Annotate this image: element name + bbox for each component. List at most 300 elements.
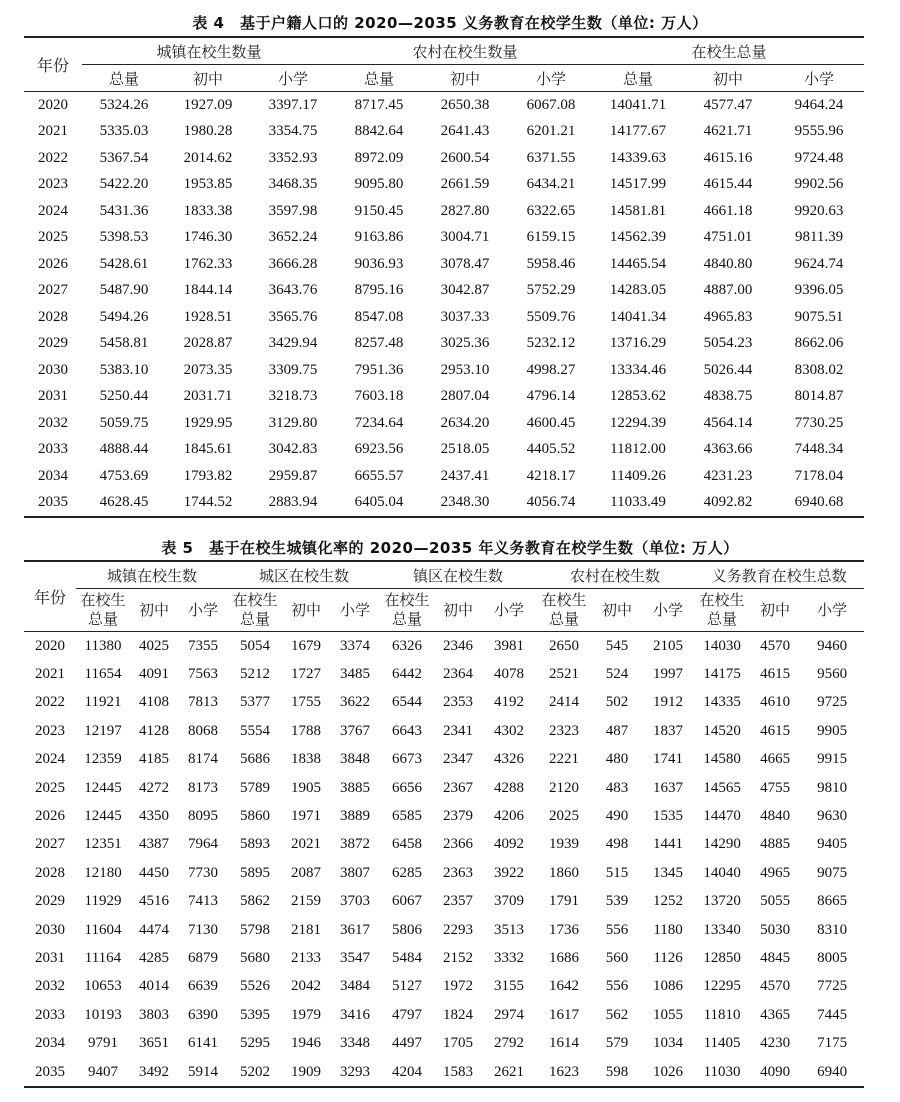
value-cell: 4204 — [380, 1058, 434, 1087]
value-cell: 598 — [592, 1058, 642, 1087]
table-row — [24, 802, 864, 830]
value-cell: 1845.61 — [183, 441, 233, 458]
value-cell: 3709 — [494, 893, 525, 910]
value-cell: 1929.95 — [183, 414, 233, 431]
value-cell: 9163.86 — [354, 229, 404, 246]
value-cell: 4078 — [494, 666, 525, 683]
value-cell: 8014.87 — [794, 388, 844, 405]
value-cell: 4661.18 — [703, 202, 753, 219]
value-cell: 7448.34 — [794, 441, 844, 458]
value-cell: 6067 — [392, 893, 423, 910]
value-cell: 1946 — [291, 1035, 322, 1052]
value-cell: 1026 — [642, 1058, 694, 1087]
year-cell: 2032 — [38, 414, 68, 431]
value-cell: 4516 — [139, 893, 169, 910]
value-cell: 2025 — [549, 808, 580, 825]
value-cell: 5686 — [240, 751, 271, 768]
value-cell: 12295 — [703, 978, 741, 995]
value-cell: 10193 — [84, 1006, 122, 1023]
value-cell: 4965.83 — [703, 308, 753, 325]
value-cell: 8842.64 — [354, 123, 404, 140]
value-cell: 9150.45 — [354, 202, 404, 219]
value-cell: 9036.93 — [354, 255, 404, 272]
table4-subcol: 小学 — [774, 65, 864, 92]
value-cell: 7413 — [188, 893, 218, 910]
subcol-line1: 在校生 — [384, 591, 430, 609]
value-cell: 8174 — [188, 751, 218, 768]
value-cell: 3218.73 — [268, 388, 318, 405]
value-cell: 1928.51 — [183, 308, 233, 325]
table-row — [24, 632, 864, 661]
year-cell: 2024 — [38, 202, 68, 219]
value-cell: 5383.10 — [99, 361, 149, 378]
value-cell: 1912 — [653, 694, 684, 711]
value-cell: 9405 — [817, 836, 848, 853]
value-cell: 9915 — [817, 751, 848, 768]
year-cell: 2029 — [38, 335, 68, 352]
value-cell: 7355 — [188, 637, 218, 654]
value-cell: 2827.80 — [440, 202, 490, 219]
value-cell: 2414 — [549, 694, 580, 711]
year-cell: 2022 — [38, 149, 68, 166]
value-cell: 2883.94 — [250, 490, 336, 518]
value-cell: 9095.80 — [354, 176, 404, 193]
value-cell: 2159 — [291, 893, 322, 910]
value-cell: 4610 — [760, 694, 791, 711]
value-cell: 5202 — [228, 1058, 282, 1087]
value-cell: 5054 — [240, 637, 271, 654]
value-cell: 7730.25 — [794, 414, 844, 431]
year-cell: 2024 — [35, 751, 65, 768]
value-cell: 1746.30 — [183, 229, 233, 246]
value-cell: 2650.38 — [440, 96, 490, 113]
value-cell: 1623 — [536, 1058, 592, 1087]
value-cell: 3922 — [494, 864, 525, 881]
value-cell: 5398.53 — [99, 229, 149, 246]
table4-subcol: 初中 — [422, 65, 508, 92]
value-cell: 2621 — [482, 1058, 536, 1087]
value-cell: 9724.48 — [794, 149, 844, 166]
value-cell: 2042 — [291, 978, 322, 995]
value-cell: 5232.12 — [526, 335, 576, 352]
value-cell: 14040 — [703, 864, 741, 881]
value-cell: 5422.20 — [99, 176, 149, 193]
table5-subcol — [228, 589, 282, 632]
value-cell: 11380 — [84, 637, 122, 654]
table4-subcol: 小学 — [508, 65, 594, 92]
value-cell: 480 — [605, 751, 629, 768]
value-cell: 1086 — [653, 978, 684, 995]
table5-body — [24, 632, 864, 1088]
value-cell: 7563 — [188, 666, 218, 683]
value-cell: 3492 — [130, 1058, 178, 1087]
value-cell: 6544 — [392, 694, 423, 711]
table5-subcol: 初中 — [434, 589, 482, 632]
value-cell: 8257.48 — [354, 335, 404, 352]
value-cell: 560 — [605, 949, 629, 966]
value-cell: 5127 — [392, 978, 423, 995]
table5-subcol — [694, 589, 750, 632]
table-row — [24, 973, 864, 1001]
year-cell: 2030 — [35, 921, 65, 938]
value-cell: 2073.35 — [183, 361, 233, 378]
year-cell: 2022 — [35, 694, 65, 711]
value-cell: 14517.99 — [609, 176, 667, 193]
value-cell: 556 — [605, 978, 629, 995]
value-cell: 12445 — [84, 808, 122, 825]
value-cell: 6940 — [800, 1058, 864, 1087]
year-cell: 2035 — [24, 490, 82, 518]
table5-subcol: 初中 — [130, 589, 178, 632]
value-cell: 9920.63 — [794, 202, 844, 219]
value-cell: 5509.76 — [526, 308, 576, 325]
value-cell: 4998.27 — [526, 361, 576, 378]
value-cell: 5806 — [392, 921, 423, 938]
value-cell: 5893 — [240, 836, 271, 853]
value-cell: 13716.29 — [609, 335, 667, 352]
value-cell: 3078.47 — [440, 255, 490, 272]
value-cell: 5055 — [760, 893, 791, 910]
value-cell: 3309.75 — [268, 361, 318, 378]
table5-subcol — [380, 589, 434, 632]
value-cell: 5030 — [760, 921, 791, 938]
value-cell: 1755 — [291, 694, 322, 711]
value-cell: 8308.02 — [794, 361, 844, 378]
table-row — [24, 1029, 864, 1057]
value-cell: 1971 — [291, 808, 322, 825]
table5-group-total: 义务教育在校生总数 — [694, 561, 864, 589]
value-cell: 4218.17 — [526, 467, 576, 484]
value-cell: 1837 — [653, 722, 684, 739]
table-row — [24, 410, 864, 437]
value-cell: 3484 — [340, 978, 371, 995]
value-cell: 9725 — [817, 694, 848, 711]
value-cell: 14465.54 — [609, 255, 667, 272]
value-cell: 5895 — [240, 864, 271, 881]
value-cell: 5250.44 — [99, 388, 149, 405]
value-cell: 1997 — [653, 666, 684, 683]
value-cell: 5860 — [240, 808, 271, 825]
value-cell: 1905 — [291, 779, 322, 796]
value-cell: 4092.82 — [682, 490, 774, 518]
value-cell: 4615 — [760, 722, 791, 739]
value-cell: 3889 — [340, 808, 371, 825]
value-cell: 6322.65 — [526, 202, 576, 219]
table4-subcol: 小学 — [250, 65, 336, 92]
value-cell: 4497 — [392, 1035, 423, 1052]
year-cell: 2031 — [38, 388, 68, 405]
value-cell: 3885 — [340, 779, 371, 796]
year-cell: 2027 — [38, 282, 68, 299]
value-cell: 3468.35 — [268, 176, 318, 193]
value-cell: 1686 — [549, 949, 580, 966]
value-cell: 8005 — [817, 949, 848, 966]
value-cell: 3617 — [340, 921, 371, 938]
value-cell: 3348 — [340, 1035, 371, 1052]
value-cell: 6285 — [392, 864, 423, 881]
value-cell: 5367.54 — [99, 149, 149, 166]
value-cell: 1838 — [291, 751, 322, 768]
table4-subcol: 总量 — [82, 65, 166, 92]
value-cell: 12351 — [84, 836, 122, 853]
value-cell: 9905 — [817, 722, 848, 739]
subcol-line2: 总量 — [549, 610, 580, 628]
value-cell: 14290 — [703, 836, 741, 853]
value-cell: 6879 — [188, 949, 218, 966]
value-cell: 14335 — [703, 694, 741, 711]
year-cell: 2035 — [24, 1058, 76, 1087]
value-cell: 1791 — [549, 893, 580, 910]
value-cell: 11921 — [84, 694, 122, 711]
value-cell: 2641.43 — [440, 123, 490, 140]
value-cell: 8795.16 — [354, 282, 404, 299]
value-cell: 4230 — [760, 1035, 791, 1052]
value-cell: 2133 — [291, 949, 322, 966]
table-row — [24, 145, 864, 172]
value-cell: 3037.33 — [440, 308, 490, 325]
value-cell: 8547.08 — [354, 308, 404, 325]
value-cell: 2364 — [443, 666, 474, 683]
value-cell: 6405.04 — [336, 490, 422, 518]
value-cell: 3807 — [340, 864, 371, 881]
value-cell: 9464.24 — [794, 96, 844, 113]
value-cell: 14283.05 — [609, 282, 667, 299]
value-cell: 3354.75 — [268, 123, 318, 140]
value-cell: 2028.87 — [183, 335, 233, 352]
value-cell: 11409.26 — [610, 467, 666, 484]
value-cell: 4231.23 — [703, 467, 753, 484]
value-cell: 556 — [605, 921, 629, 938]
value-cell: 11033.49 — [594, 490, 682, 518]
value-cell: 3397.17 — [268, 96, 318, 113]
value-cell: 9407 — [76, 1058, 130, 1087]
value-cell: 1679 — [291, 637, 322, 654]
value-cell: 545 — [605, 637, 629, 654]
value-cell: 4796.14 — [526, 388, 576, 405]
value-cell: 8662.06 — [794, 335, 844, 352]
value-cell: 2221 — [549, 751, 580, 768]
value-cell: 6458 — [392, 836, 423, 853]
value-cell: 1705 — [443, 1035, 474, 1052]
table5-subcol: 小学 — [178, 589, 228, 632]
value-cell: 4288 — [494, 779, 525, 796]
value-cell: 1617 — [549, 1006, 580, 1023]
value-cell: 1345 — [653, 864, 684, 881]
value-cell: 2634.20 — [440, 414, 490, 431]
value-cell: 4797 — [392, 1006, 423, 1023]
value-cell: 490 — [605, 808, 629, 825]
value-cell: 4014 — [139, 978, 169, 995]
value-cell: 5862 — [240, 893, 271, 910]
value-cell: 2437.41 — [440, 467, 490, 484]
value-cell: 7130 — [188, 921, 218, 938]
value-cell: 2181 — [291, 921, 322, 938]
value-cell: 1793.82 — [183, 467, 233, 484]
table-row — [24, 357, 864, 384]
value-cell: 3332 — [494, 949, 525, 966]
value-cell: 4965 — [760, 864, 791, 881]
table5-year-header: 年份 — [24, 561, 76, 632]
year-cell: 2027 — [35, 836, 65, 853]
value-cell: 6442 — [392, 666, 423, 683]
subcol-line1: 在校生 — [541, 591, 587, 609]
value-cell: 4845 — [760, 949, 791, 966]
value-cell: 2367 — [443, 779, 474, 796]
value-cell: 2379 — [443, 808, 474, 825]
value-cell: 4285 — [139, 949, 169, 966]
value-cell: 8972.09 — [354, 149, 404, 166]
table4-group-urban: 城镇在校生数量 — [82, 37, 336, 65]
value-cell: 4755 — [760, 779, 791, 796]
value-cell: 4621.71 — [703, 123, 753, 140]
value-cell: 2341 — [443, 722, 474, 739]
value-cell: 3513 — [494, 921, 525, 938]
value-cell: 539 — [605, 893, 629, 910]
value-cell: 4108 — [139, 694, 169, 711]
value-cell: 1180 — [653, 921, 683, 938]
value-cell: 3803 — [139, 1006, 169, 1023]
table-row — [24, 717, 864, 745]
year-cell: 2020 — [38, 96, 68, 113]
value-cell: 1939 — [549, 836, 580, 853]
value-cell: 1535 — [653, 808, 684, 825]
value-cell: 4090 — [750, 1058, 800, 1087]
table-row — [24, 172, 864, 199]
value-cell: 2600.54 — [440, 149, 490, 166]
value-cell: 4363.66 — [703, 441, 753, 458]
value-cell: 6585 — [392, 808, 423, 825]
year-cell: 2020 — [35, 637, 65, 654]
value-cell: 7813 — [188, 694, 218, 711]
value-cell: 14562.39 — [609, 229, 667, 246]
value-cell: 9460 — [817, 637, 848, 654]
value-cell: 2152 — [443, 949, 474, 966]
year-cell: 2028 — [35, 864, 65, 881]
table4-body — [24, 92, 864, 518]
value-cell: 2353 — [443, 694, 474, 711]
table5-subcol — [536, 589, 592, 632]
table5-subcol: 小学 — [642, 589, 694, 632]
subcol-line2: 总量 — [707, 610, 738, 628]
value-cell: 1126 — [653, 949, 683, 966]
year-cell: 2032 — [35, 978, 65, 995]
value-cell: 2953.10 — [440, 361, 490, 378]
table-row — [24, 437, 864, 464]
value-cell: 1909 — [282, 1058, 330, 1087]
value-cell: 2031.71 — [183, 388, 233, 405]
table-row — [24, 774, 864, 802]
value-cell: 14177.67 — [609, 123, 667, 140]
value-cell: 502 — [605, 694, 629, 711]
value-cell: 4564.14 — [703, 414, 753, 431]
value-cell: 7725 — [817, 978, 848, 995]
value-cell: 9075 — [817, 864, 848, 881]
value-cell: 1744.52 — [166, 490, 250, 518]
table-row — [24, 304, 864, 331]
table4-subcol: 初中 — [166, 65, 250, 92]
value-cell: 2792 — [494, 1035, 525, 1052]
value-cell: 2518.05 — [440, 441, 490, 458]
value-cell: 6326 — [392, 637, 423, 654]
subcol-line2: 总量 — [87, 610, 118, 628]
value-cell: 11812.00 — [610, 441, 666, 458]
value-cell: 4206 — [494, 808, 525, 825]
value-cell: 12180 — [84, 864, 122, 881]
value-cell: 3767 — [340, 722, 371, 739]
value-cell: 2014.62 — [183, 149, 233, 166]
value-cell: 1252 — [653, 893, 684, 910]
value-cell: 4751.01 — [703, 229, 753, 246]
value-cell: 9811.39 — [794, 229, 844, 246]
year-cell: 2028 — [38, 308, 68, 325]
year-cell: 2023 — [38, 176, 68, 193]
value-cell: 6643 — [392, 722, 423, 739]
value-cell: 14041.71 — [609, 96, 667, 113]
value-cell: 7951.36 — [354, 361, 404, 378]
value-cell: 1979 — [291, 1006, 322, 1023]
value-cell: 1844.14 — [183, 282, 233, 299]
value-cell: 3565.76 — [268, 308, 318, 325]
value-cell: 9396.05 — [794, 282, 844, 299]
value-cell: 2348.30 — [422, 490, 508, 518]
value-cell: 487 — [605, 722, 629, 739]
value-cell: 13720 — [703, 893, 741, 910]
value-cell: 5494.26 — [99, 308, 149, 325]
table-row — [24, 1001, 864, 1029]
value-cell: 5752.29 — [526, 282, 576, 299]
value-cell: 2347 — [443, 751, 474, 768]
year-cell: 2025 — [38, 229, 68, 246]
value-cell: 3703 — [340, 893, 371, 910]
value-cell: 4025 — [139, 637, 169, 654]
value-cell: 6141 — [188, 1035, 218, 1052]
table-row — [24, 225, 864, 252]
value-cell: 4888.44 — [99, 441, 149, 458]
value-cell: 11654 — [84, 666, 122, 683]
value-cell: 3597.98 — [268, 202, 318, 219]
table4 — [24, 36, 864, 518]
table-row — [24, 859, 864, 887]
value-cell: 3981 — [494, 637, 525, 654]
value-cell: 8068 — [188, 722, 218, 739]
value-cell: 5484 — [392, 949, 423, 966]
table-row — [24, 1058, 864, 1087]
value-cell: 3025.36 — [440, 335, 490, 352]
value-cell: 2959.87 — [268, 467, 318, 484]
table-row — [24, 944, 864, 972]
value-cell: 9560 — [817, 666, 848, 683]
value-cell: 12197 — [84, 722, 122, 739]
value-cell: 4887.00 — [703, 282, 753, 299]
value-cell: 1833.38 — [183, 202, 233, 219]
value-cell: 498 — [605, 836, 629, 853]
value-cell: 4615.44 — [703, 176, 753, 193]
subcol-line2: 总量 — [240, 610, 271, 628]
value-cell: 9624.74 — [794, 255, 844, 272]
value-cell: 8310 — [817, 921, 848, 938]
value-cell: 3643.76 — [268, 282, 318, 299]
value-cell: 3042.83 — [268, 441, 318, 458]
table-row — [24, 278, 864, 305]
value-cell: 14470 — [703, 808, 741, 825]
value-cell: 7445 — [817, 1006, 848, 1023]
year-cell: 2031 — [35, 949, 65, 966]
year-cell: 2021 — [38, 123, 68, 140]
value-cell: 11030 — [694, 1058, 750, 1087]
value-cell: 9791 — [88, 1035, 118, 1052]
value-cell: 1980.28 — [183, 123, 233, 140]
value-cell: 11810 — [703, 1006, 741, 1023]
